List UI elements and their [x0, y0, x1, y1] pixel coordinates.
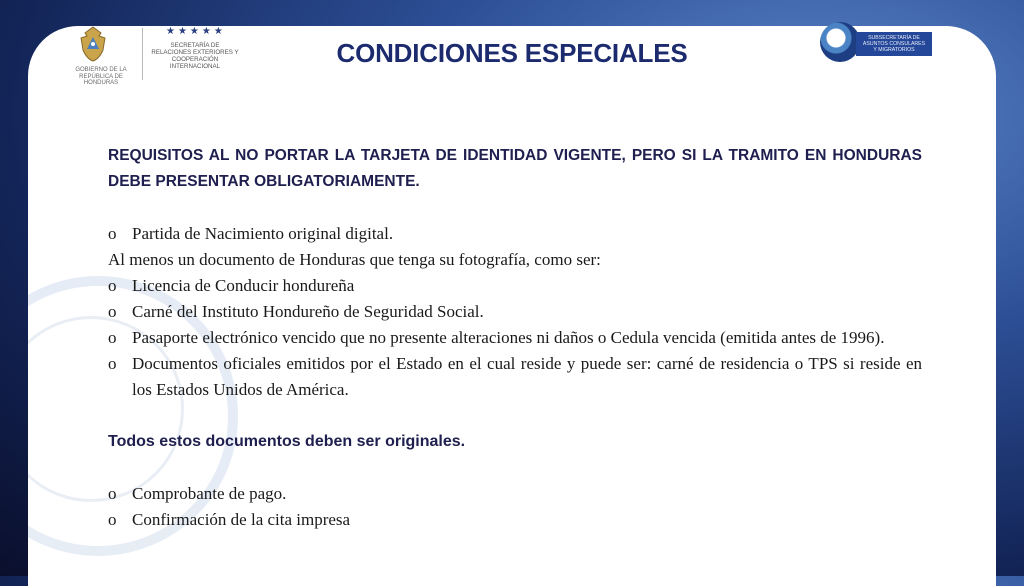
stars-icon: ★★★★★ [166, 26, 226, 37]
list-item [108, 325, 922, 351]
bullet-icon: o [108, 224, 117, 243]
final-list [108, 481, 922, 533]
requirements-heading: REQUISITOS AL NO PORTAR LA TARJETA DE IDENTIDAD VIGENTE, PERO SI LA TRAMITO EN HONDURAS DEBE PRESENTAR OBLIGATORIAMENTE. [108, 147, 922, 190]
list-item-text: Comprobante de pago. [132, 484, 287, 503]
spacer [108, 403, 922, 429]
list-item-text: Carné del Instituto Hondureño de Seguridad Social. [132, 302, 484, 321]
list-item [108, 273, 922, 299]
list-item-text: Documentos oficiales emitidos por el Estado en el cual reside y puede ser: carné de residencia o TPS si reside en los Estados Unidos de América. [132, 354, 922, 399]
requirements-content [108, 143, 922, 533]
ministry-name: SECRETARÍA DE RELACIONES EXTERIORES Y COOPERACIÓN INTERNACIONAL [151, 42, 239, 70]
bullet-icon: o [108, 302, 117, 321]
emblem-caption: GOBIERNO DE LA REPÚBLICA DE HONDURAS [75, 67, 127, 86]
list-item-text: Confirmación de la cita impresa [132, 510, 351, 529]
bullet-icon: o [108, 510, 117, 529]
bullet-icon: o [108, 276, 117, 295]
photo-doc-intro: Al menos un documento de Honduras que tenga su fotografía, como ser: [108, 250, 601, 269]
originals-note: Todos estos documentos deben ser originales. [108, 433, 466, 450]
bullet-icon: o [108, 484, 117, 503]
list-item [108, 351, 922, 403]
list-item [108, 481, 922, 507]
list-item [108, 299, 922, 325]
list-item-text: Pasaporte electrónico vencido que no presente alteraciones ni daños o Cedula vencida (emitida antes de 1996). [132, 328, 885, 347]
bullet-icon: o [108, 354, 117, 373]
bullet-icon: o [108, 328, 117, 347]
consular-unit-name: SUBSECRETARÍA DE ASUNTOS CONSULARES Y MIGRATORIOS [856, 32, 932, 56]
list-item [108, 221, 922, 247]
page-title: CONDICIONES ESPECIALES [336, 38, 688, 68]
spacer [108, 455, 922, 481]
spacer [108, 195, 922, 221]
list-item [108, 507, 922, 533]
list-item-text: Licencia de Conducir hondureña [132, 276, 355, 295]
list-item-text: Partida de Nacimiento original digital. [132, 224, 394, 243]
requirements-list [108, 221, 922, 403]
